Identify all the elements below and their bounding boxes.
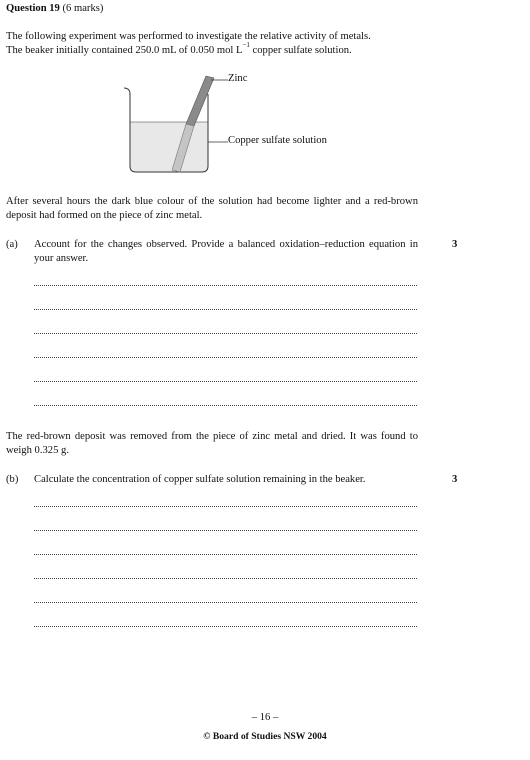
- question-marks: (6 marks): [62, 3, 104, 14]
- intro-line-2-post: copper sulfate solution.: [249, 44, 352, 56]
- answer-line[interactable]: [34, 333, 417, 334]
- copper-sulfate-solution: [130, 122, 208, 172]
- part-a-marks: 3: [452, 239, 458, 250]
- answer-line[interactable]: [34, 626, 417, 627]
- answer-line[interactable]: [34, 530, 417, 531]
- intro-line-1: The following experiment was performed to investigate the relative activity of metals.: [6, 31, 371, 42]
- question-number: Question 19: [6, 3, 60, 14]
- part-b-marks: 3: [452, 474, 458, 485]
- part-b-label: (b): [6, 474, 19, 485]
- deposit-text: The red-brown deposit was removed from the piece of zinc metal and dried. It was found to weigh 0.325 g.: [6, 431, 418, 456]
- answer-line[interactable]: [34, 602, 417, 603]
- observation-text: After several hours the dark blue colour of the solution had become lighter and a red-brown deposit had formed on the piece of zinc metal.: [6, 196, 418, 221]
- part-b-text: Calculate the concentration of copper sulfate solution remaining in the beaker.: [34, 474, 366, 485]
- solution-label: Copper sulfate solution: [228, 135, 327, 146]
- answer-line[interactable]: [34, 554, 417, 555]
- answer-line[interactable]: [34, 309, 417, 310]
- zinc-strip-upper: [186, 76, 214, 126]
- intro-line-2: [6, 41, 418, 58]
- copyright: © Board of Studies NSW 2004: [203, 731, 327, 742]
- intro-line-2-pre: The beaker initially contained 250.0 mL of 0.050 mol L: [6, 44, 243, 56]
- beaker-diagram: [118, 70, 358, 182]
- part-a-label: (a): [6, 239, 18, 250]
- answer-line[interactable]: [34, 381, 417, 382]
- answer-line[interactable]: [34, 506, 417, 507]
- intro-text: [6, 30, 418, 58]
- zinc-label: Zinc: [228, 73, 248, 84]
- answer-line[interactable]: [34, 357, 417, 358]
- question-heading: [6, 2, 103, 16]
- page-number: – 16 –: [251, 712, 279, 723]
- part-a-text: Account for the changes observed. Provide a balanced oxidation–reduction equation in your answer.: [34, 239, 418, 264]
- intro-line-2-sup: −1: [242, 41, 250, 50]
- answer-line[interactable]: [34, 578, 417, 579]
- beaker-diagram-svg: [118, 70, 358, 182]
- answer-line[interactable]: [34, 405, 417, 406]
- answer-line[interactable]: [34, 285, 417, 286]
